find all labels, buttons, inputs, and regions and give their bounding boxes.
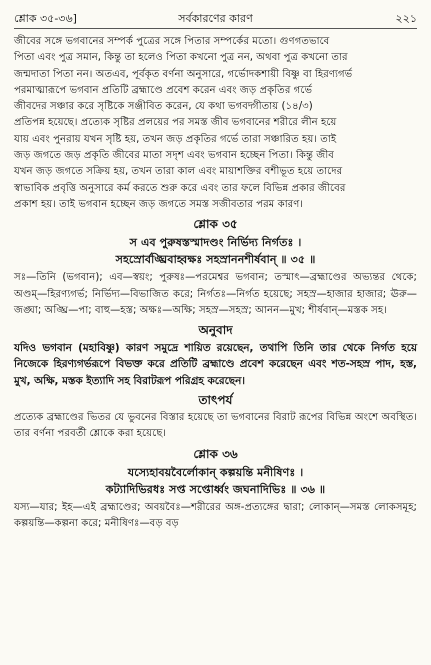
translation-text: যদিও ভগবান (মহাবিষ্ণু) কারণ সমুদ্রে শায়িত রয়েছেন, তথাপি তিনি তার থেকে নির্গত হয়ে নিজেকে হিরণ্যগর্ভরূপে বিভক্ত করে প্রতিটি ব্রহ্মাণ্ডে প্রবেশ করেছেন এবং শত-সহস্র পাদ, হস্ত, মুখ, অক্ষি, মস্তক ইত্যাদি সহ বিরাটরূপ পরিগ্রহ করেছেন। — [14, 342, 417, 387]
purport-text: প্রত্যেক ব্রহ্মাণ্ডের ভিতর যে ভুবনের বিস্তার হয়েছে তা ভগবানের বিরাট রূপের বিভিন্ন অংশে অবস্থিত। তার বর্ণনা পরবর্তী শ্লোকে করা হয়েছে। — [14, 412, 417, 440]
purport-heading: তাৎপর্য — [198, 393, 233, 408]
page-content — [14, 34, 417, 534]
translation-heading: অনুবাদ — [198, 323, 233, 338]
header-verse-range: শ্লোক ৩৫-৩৬] — [14, 12, 77, 25]
page-number: ২২১ — [395, 12, 417, 25]
verse-36-heading: শ্লোক ৩৬ — [193, 446, 238, 461]
verse-35-synonyms: সঃ—তিনি (ভগবান); এব—স্বয়ং; পুরুষঃ—পরমেশ্বর ভগবান; তস্মাৎ—ব্রহ্মাণ্ডের অভ্যন্তর থেকে; অণ্ডম্—হিরণ্যগর্ভ; নির্ভিদ্য—বিভাজিত করে; নির্গতঃ—নির্গত হয়েছে; সহস্র—হাজার হাজার; ঊরু—জঙ্ঘা; অঙ্ঘ্রি—পা; বাহু—হস্ত; অক্ষঃ—অক্ষি; সহস্র—সহস্র; আনন—মুখ; শীর্ষবান্—মস্তক সহ। — [14, 272, 417, 316]
verse-line: স এব পুরুষস্তস্মাদণ্ডং নির্ভিদ্য নির্গতঃ । — [129, 236, 302, 250]
verse-line: যস্যেহাবয়বৈর্লোকান্ কল্পয়ন্তি মনীষিণঃ । — [127, 465, 304, 479]
running-header — [14, 10, 417, 29]
purport-continuation: জীবের সঙ্গে ভগবানের সম্পর্ক পুত্রের সঙ্গে পিতার সম্পর্কের মতো। গুণগতভাবে পিতা এবং পুত্র সমান, কিন্তু তা হলেও পিতা কখনো পুত্র নন, অথবা পুত্র কখনো তার জন্মদাতা পিতা নন। অতএব, পূর্বকৃত বর্ণনা অনুসারে, গর্ভোদকশায়ী বিষ্ণু বা হিরণ্যগর্ভ পরমাত্মারূপে ভগবান প্রতিটি ব্রহ্মাণ্ডে প্রবেশ করেন এবং জড় প্রকৃতির গর্ভে জীবদের সঞ্চার করে সৃষ্টিকে সঞ্জীবিত করেন, যে কথা ভগবদ্গীতায় (১৪/৩) প্রতিপন্ন হয়েছে। প্রত্যেক সৃষ্টির প্রলয়ের পর সমস্ত জীব ভগবানের শরীরে লীন হয়ে যায় এবং পুনরায় যখন সৃষ্টি হয়, তখন জড় প্রকৃতির গর্ভে তারা সঞ্চারিত হয়। তাই জড় জগতে জড় প্রকৃতি জীবের মাতা সদৃশ এবং ভগবান হচ্ছেন পিতা। কিন্তু জীব যখন জড় জগতে সক্রিয় হয়, তখন তারা কাল এবং মায়াশক্তির বশীভূত হয়ে তাদের স্বাভাবিক প্রবৃত্তি অনুসারে কর্ম করতে শুরু করে এবং তার ফলে বিভিন্ন প্রকার জীবের প্রকাশ হয়। তাই ভগবান হচ্ছেন জড় জগতে সমস্ত সজীবতার পরম কারণ। — [14, 36, 353, 210]
header-chapter-title: সর্বকারণের কারণ — [178, 12, 253, 25]
verse-35-text — [14, 234, 417, 268]
verse-36-synonyms: যস্য—যার; ইহ—এই ব্রহ্মাণ্ডের; অবয়বৈঃ—শরীরের অঙ্গ-প্রত্যঙ্গের দ্বারা; লোকান্—সমস্ত লোকসমূহ; কল্পয়ন্তি—কল্পনা করে; মনীষিণঃ—বড় বড় — [14, 501, 417, 529]
verse-line: কট্যাদিভিরধঃ সপ্ত সপ্তোর্ধ্বং জঘনাদিভিঃ ॥ ৩৬ ॥ — [105, 482, 326, 496]
verse-line: সহস্রোর্বঙ্ঘ্রিবাহ্বক্ষঃ সহস্রাননশীর্ষবান্ ॥ ৩৫ ॥ — [115, 253, 316, 267]
verse-35-heading: শ্লোক ৩৫ — [193, 217, 238, 232]
verse-36-text — [14, 464, 417, 498]
